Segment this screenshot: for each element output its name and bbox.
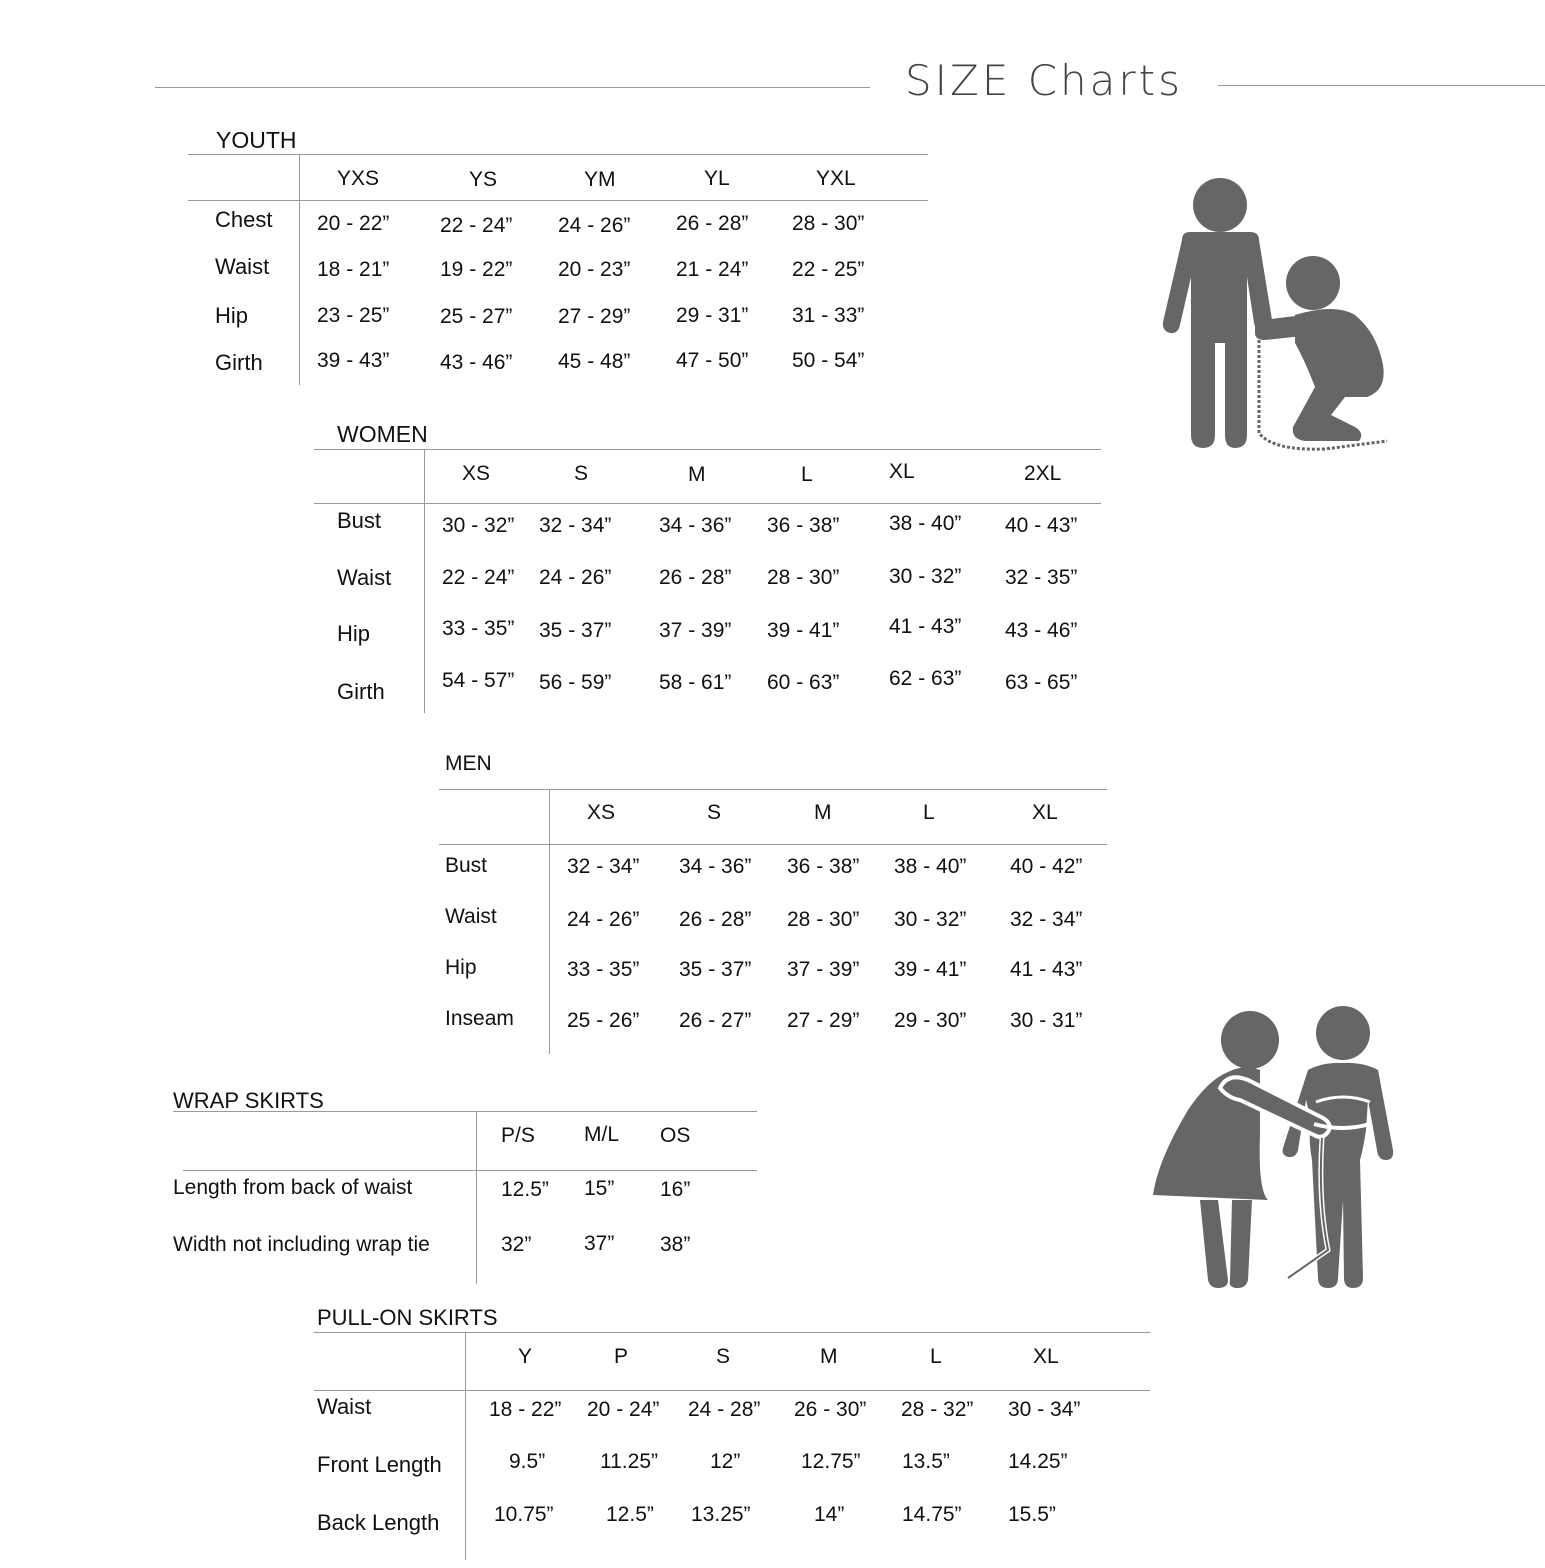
youth-cell: 26 - 28” (676, 212, 749, 235)
men-row-label: Hip (445, 956, 477, 979)
men-size-header: S (707, 801, 722, 824)
youth-row-label: Chest (215, 207, 273, 232)
pull-on-skirts-cell: 12.75” (801, 1450, 861, 1473)
pull-on-skirts-cell: 13.25” (691, 1503, 751, 1526)
women-cell: 39 - 41” (767, 619, 840, 642)
pull-on-skirts-cell: 11.25” (600, 1450, 658, 1473)
men-size-header: M (814, 801, 832, 824)
pull-on-skirts-cell: 30 - 34” (1008, 1398, 1081, 1421)
women-cell: 56 - 59” (539, 671, 612, 694)
wrap-skirts-cell: 12.5” (501, 1178, 549, 1201)
women-row-label: Girth (337, 679, 385, 704)
women-row-label: Hip (337, 621, 371, 646)
men-cell: 26 - 28” (679, 908, 752, 931)
women-cell: 43 - 46” (1005, 619, 1078, 642)
pull-on-skirts-top-rule (314, 1332, 1150, 1333)
men-title: MEN (445, 752, 492, 775)
wrap-skirts-row-label: Width not including wrap tie (173, 1233, 430, 1256)
women-divider (424, 449, 425, 713)
youth-size-header: YXS (337, 167, 380, 190)
men-row-label: Waist (445, 905, 497, 928)
women-cell: 26 - 28” (659, 566, 732, 589)
pull-on-skirts-cell: 14.75” (902, 1503, 962, 1526)
women-cell: 32 - 34” (539, 514, 612, 537)
men-size-header: L (923, 801, 935, 824)
title-rule-left (155, 87, 870, 88)
wrap-skirts-cell: 32” (501, 1233, 532, 1256)
youth-cell: 23 - 25” (317, 304, 390, 327)
men-cell: 24 - 26” (567, 908, 640, 931)
women-size-header: 2XL (1024, 462, 1062, 485)
wrap-skirts-size-header: OS (660, 1124, 691, 1147)
women-cell: 28 - 30” (767, 566, 840, 589)
wrap-skirts-cell: 15” (584, 1177, 615, 1200)
women-cell: 30 - 32” (442, 514, 515, 537)
pull-on-skirts-cell: 28 - 32” (901, 1398, 974, 1421)
youth-cell: 29 - 31” (676, 304, 749, 327)
women-cell: 37 - 39” (659, 619, 732, 642)
pull-on-skirts-row-label: Front Length (317, 1452, 442, 1477)
pull-on-skirts-size-header: Y (518, 1345, 533, 1368)
men-cell: 28 - 30” (787, 908, 860, 931)
men-cell: 26 - 27” (679, 1009, 752, 1032)
youth-title: YOUTH (216, 127, 297, 153)
youth-cell: 22 - 25” (792, 258, 865, 281)
pull-on-skirts-row-label: Waist (317, 1394, 372, 1419)
men-cell: 34 - 36” (679, 855, 752, 878)
women-cell: 54 - 57” (442, 669, 515, 692)
women-title: WOMEN (337, 421, 428, 447)
youth-cell: 24 - 26” (558, 214, 631, 237)
youth-divider (299, 154, 300, 385)
men-row-label: Bust (445, 854, 488, 877)
pull-on-skirts-cell: 10.75” (494, 1503, 554, 1526)
women-size-header: M (688, 463, 706, 486)
women-cell: 58 - 61” (659, 671, 732, 694)
pull-on-skirts-size-header: M (820, 1345, 838, 1368)
youth-cell: 27 - 29” (558, 305, 631, 328)
youth-cell: 20 - 22” (317, 212, 390, 235)
wrap-skirts-cell: 16” (660, 1178, 691, 1201)
women-cell: 34 - 36” (659, 514, 732, 537)
pull-on-skirts-cell: 14” (814, 1503, 845, 1526)
women-cell: 32 - 35” (1005, 566, 1078, 589)
women-cell: 38 - 40” (889, 512, 962, 535)
wrap-skirts-size-header: P/S (501, 1124, 535, 1147)
men-cell: 29 - 30” (894, 1009, 967, 1032)
women-top-rule (314, 449, 1101, 450)
title-rule-right (1218, 85, 1545, 86)
men-header-rule (439, 844, 1107, 845)
women-cell: 40 - 43” (1005, 514, 1078, 537)
men-cell: 30 - 31” (1010, 1009, 1083, 1032)
pull-on-skirts-cell: 13.5” (902, 1450, 950, 1473)
youth-size-header: YM (584, 168, 616, 191)
wrap-skirts-top-rule (173, 1111, 757, 1112)
youth-size-header: YXL (816, 167, 856, 190)
youth-cell: 28 - 30” (792, 212, 865, 235)
men-cell: 40 - 42” (1010, 855, 1083, 878)
wrap-skirts-size-header: M/L (584, 1123, 620, 1146)
women-cell: 60 - 63” (767, 671, 840, 694)
pull-on-skirts-row-label: Back Length (317, 1510, 440, 1535)
wrap-skirts-cell: 38” (660, 1233, 691, 1256)
men-cell: 41 - 43” (1010, 958, 1083, 981)
men-row-label: Inseam (445, 1007, 514, 1030)
youth-row-label: Waist (215, 254, 270, 279)
youth-cell: 43 - 46” (440, 351, 513, 374)
youth-row-label: Girth (215, 350, 263, 375)
pull-on-skirts-cell: 24 - 28” (688, 1398, 761, 1421)
pull-on-skirts-size-header: P (614, 1345, 629, 1368)
pull-on-skirts-size-header: L (930, 1345, 942, 1368)
men-cell: 38 - 40” (894, 855, 967, 878)
women-size-header: XS (462, 462, 491, 485)
women-cell: 35 - 37” (539, 619, 612, 642)
women-cell: 22 - 24” (442, 566, 515, 589)
women-header-rule (314, 503, 1101, 504)
pull-on-skirts-title: PULL-ON SKIRTS (317, 1305, 498, 1330)
youth-row-label: Hip (215, 303, 249, 328)
men-cell: 37 - 39” (787, 958, 860, 981)
youth-cell: 39 - 43” (317, 349, 390, 372)
youth-cell: 25 - 27” (440, 305, 513, 328)
men-cell: 32 - 34” (567, 855, 640, 878)
youth-cell: 31 - 33” (792, 304, 865, 327)
youth-cell: 22 - 24” (440, 214, 513, 237)
men-cell: 27 - 29” (787, 1009, 860, 1032)
page-title: SIZE Charts (905, 56, 1184, 105)
women-row-label: Bust (337, 508, 382, 533)
men-size-header: XL (1032, 801, 1058, 824)
women-row-label: Waist (337, 565, 392, 590)
pull-on-skirts-cell: 15.5” (1008, 1503, 1056, 1526)
pull-on-skirts-cell: 12” (710, 1450, 741, 1473)
pull-on-skirts-cell: 12.5” (606, 1503, 654, 1526)
tailor-measuring-icon (1155, 165, 1405, 465)
men-cell: 35 - 37” (679, 958, 752, 981)
men-cell: 39 - 41” (894, 958, 967, 981)
youth-cell: 21 - 24” (676, 258, 749, 281)
pull-on-skirts-divider (465, 1332, 466, 1560)
wrap-skirts-header-rule (183, 1170, 757, 1171)
women-cell: 63 - 65” (1005, 671, 1078, 694)
women-cell: 30 - 32” (889, 565, 962, 588)
women-size-header: L (801, 463, 813, 486)
men-top-rule (439, 789, 1107, 790)
youth-size-header: YL (704, 167, 730, 190)
waist-measuring-icon (1148, 1000, 1408, 1290)
women-size-header: XL (889, 460, 915, 483)
youth-size-header: YS (469, 168, 498, 191)
men-cell: 33 - 35” (567, 958, 640, 981)
women-cell: 62 - 63” (889, 667, 962, 690)
youth-cell: 50 - 54” (792, 349, 865, 372)
women-cell: 41 - 43” (889, 615, 962, 638)
pull-on-skirts-cell: 26 - 30” (794, 1398, 867, 1421)
youth-cell: 45 - 48” (558, 350, 631, 373)
youth-cell: 20 - 23” (558, 258, 631, 281)
wrap-skirts-title: WRAP SKIRTS (173, 1088, 324, 1113)
pull-on-skirts-cell: 14.25” (1008, 1450, 1068, 1473)
women-size-header: S (574, 462, 589, 485)
men-size-header: XS (587, 801, 616, 824)
youth-cell: 19 - 22” (440, 258, 513, 281)
pull-on-skirts-cell: 18 - 22” (489, 1398, 562, 1421)
pull-on-skirts-cell: 9.5” (509, 1450, 546, 1473)
wrap-skirts-divider (476, 1111, 477, 1284)
youth-cell: 18 - 21” (317, 258, 390, 281)
pull-on-skirts-cell: 20 - 24” (587, 1398, 660, 1421)
men-cell: 36 - 38” (787, 855, 860, 878)
pull-on-skirts-header-rule (314, 1390, 1150, 1391)
men-cell: 32 - 34” (1010, 908, 1083, 931)
pull-on-skirts-size-header: S (716, 1345, 731, 1368)
men-cell: 30 - 32” (894, 908, 967, 931)
men-cell: 25 - 26” (567, 1009, 640, 1032)
women-cell: 36 - 38” (767, 514, 840, 537)
wrap-skirts-cell: 37” (584, 1232, 615, 1255)
pull-on-skirts-size-header: XL (1033, 1345, 1059, 1368)
women-cell: 24 - 26” (539, 566, 612, 589)
men-divider (549, 789, 550, 1054)
wrap-skirts-row-label: Length from back of waist (173, 1176, 413, 1199)
youth-cell: 47 - 50” (676, 349, 749, 372)
women-cell: 33 - 35” (442, 617, 515, 640)
